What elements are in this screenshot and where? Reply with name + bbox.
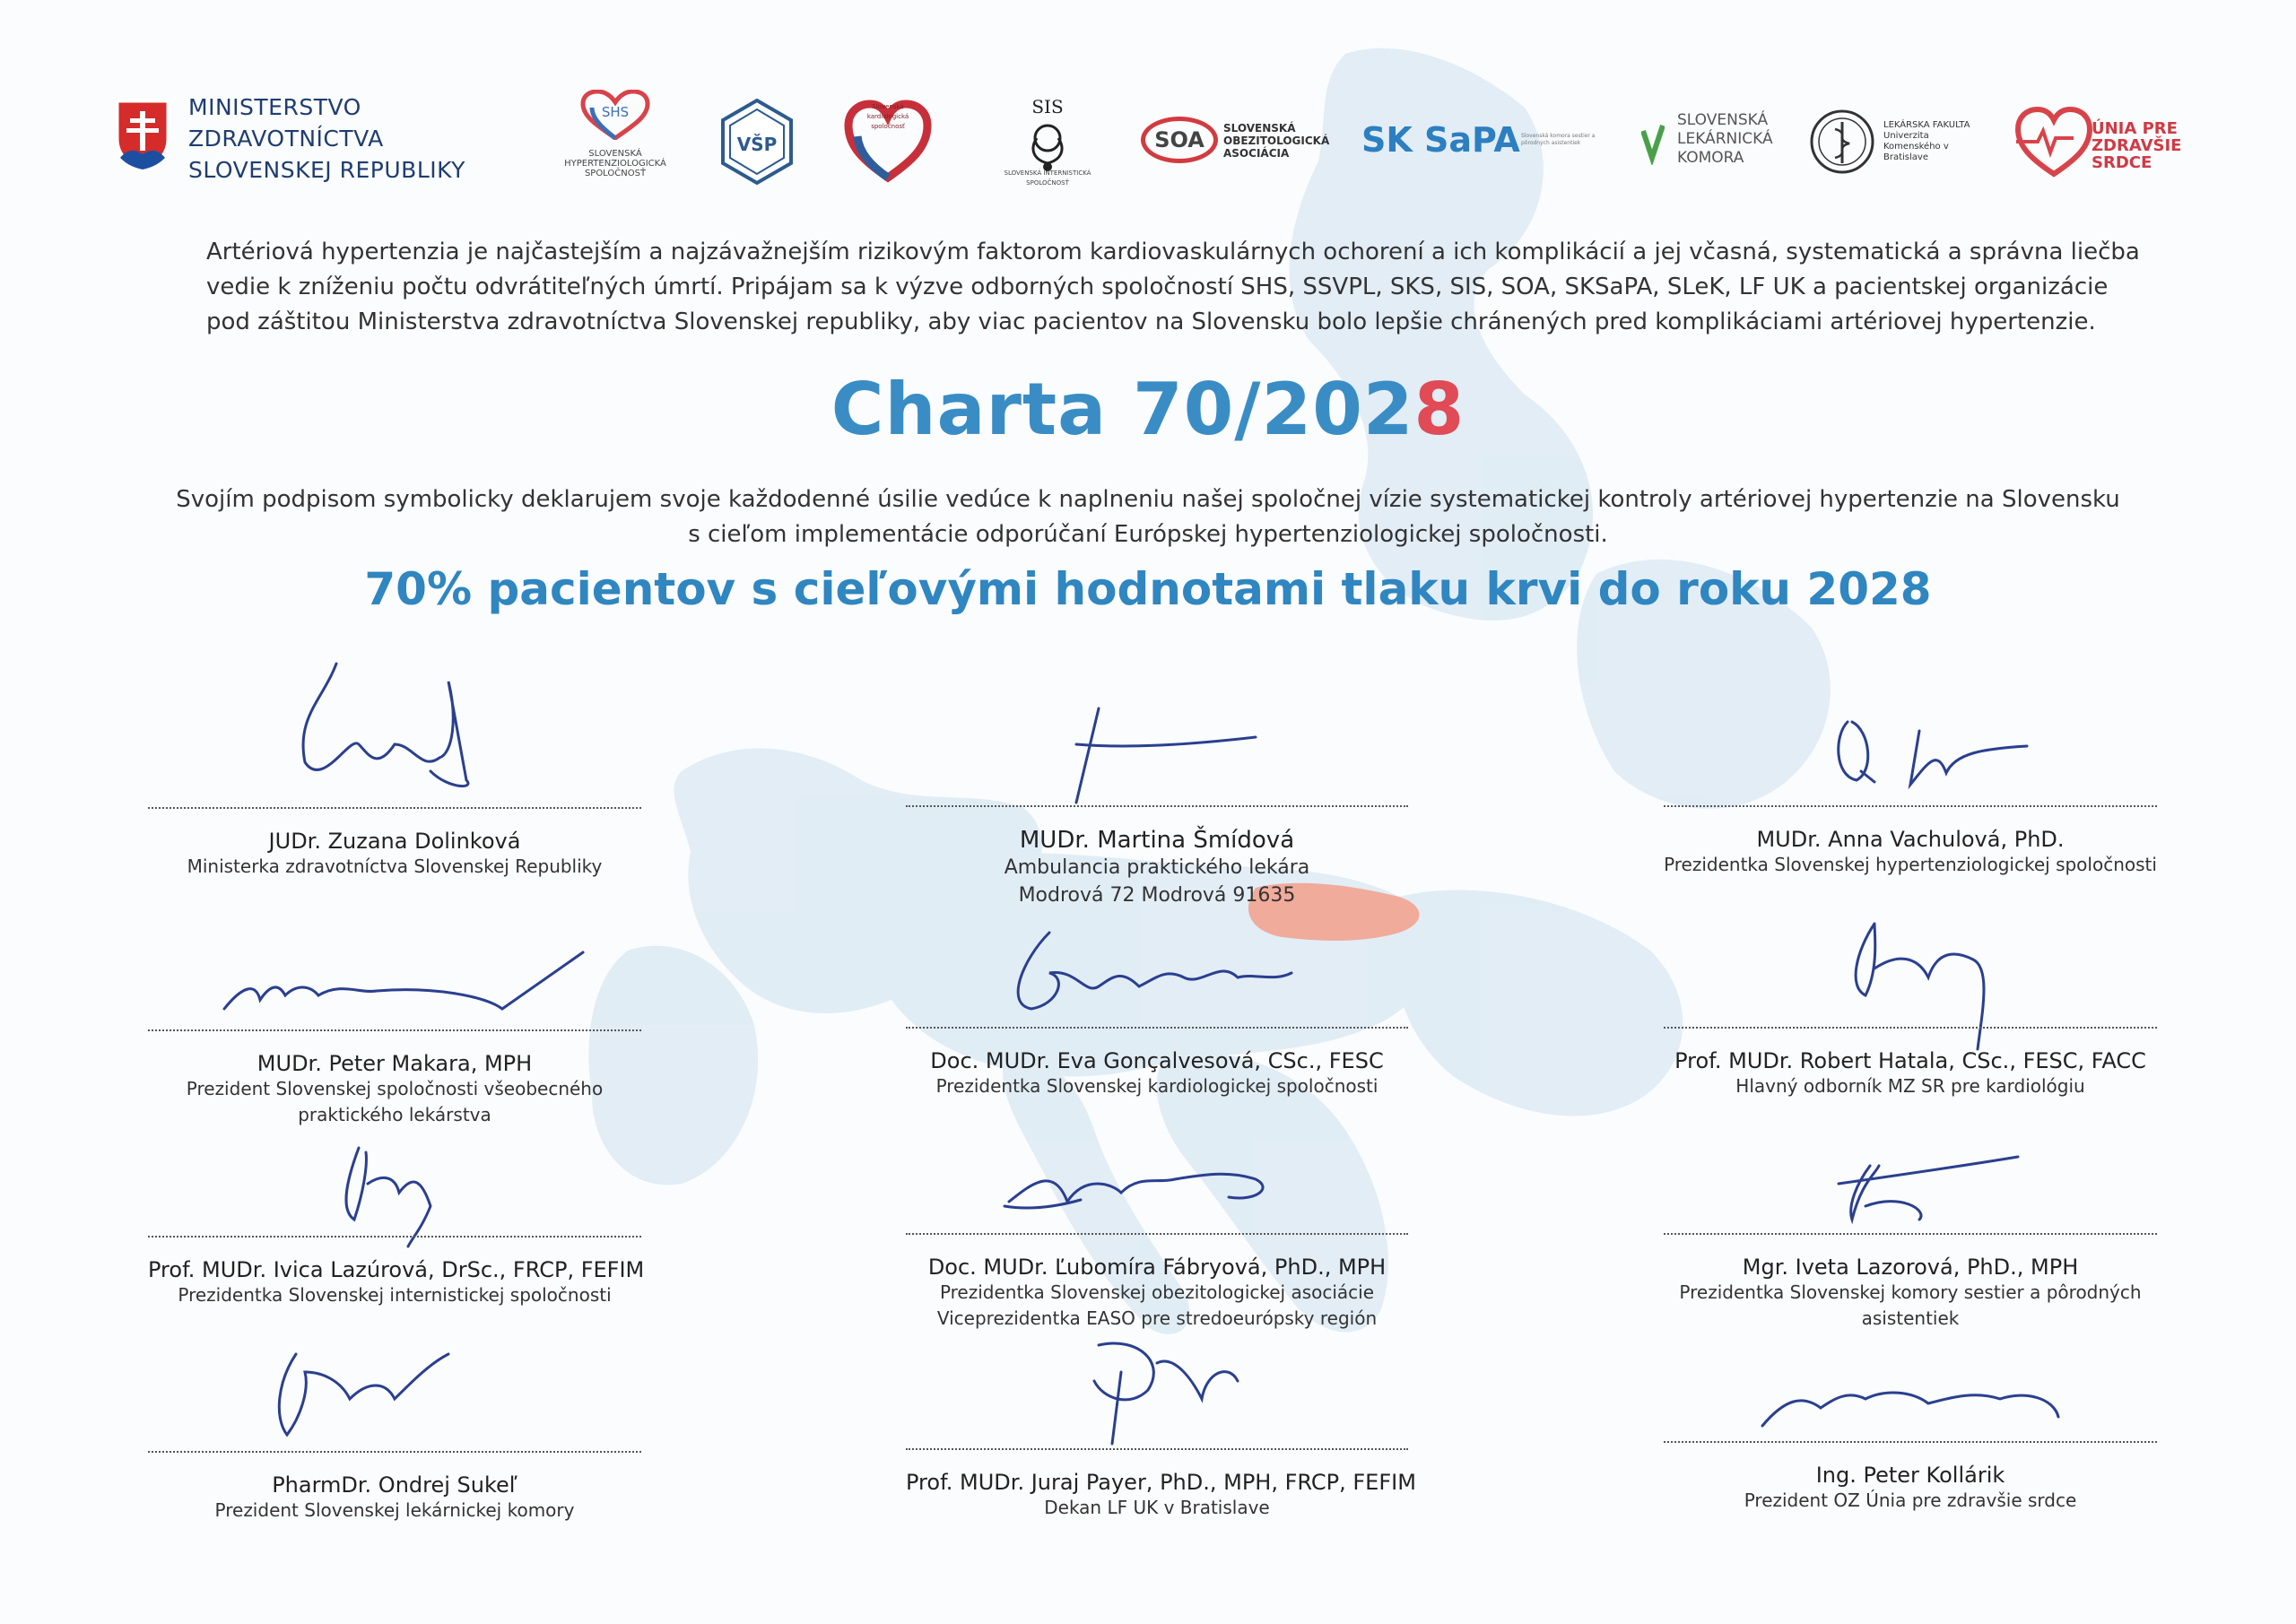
signature-line	[906, 1233, 1408, 1235]
pledge-line: s cieľom implementácie odporúčaní Európskej hypertenziologickej spoločnosti.	[688, 521, 1608, 548]
signatory-role: Prezident Slovenskej lekárnickej komory	[214, 1499, 575, 1521]
charter-title-accent: 8	[1413, 368, 1465, 451]
signatory-role: Viceprezidentka EASO pre stredoeurópsky región	[936, 1307, 1378, 1329]
signature-line	[906, 1448, 1408, 1450]
signatory-block	[906, 1233, 1408, 1332]
signatory-block	[906, 1027, 1408, 1099]
signature-fabryova	[1004, 1174, 1263, 1208]
signatory-block	[148, 1451, 641, 1524]
signatory-role: Prezident OZ Únia pre zdravšie srdce	[1744, 1489, 2077, 1511]
signatory-block	[1664, 805, 2157, 878]
signatory-block	[148, 807, 641, 880]
signatory-role: Prezidentka Slovenskej kardiologickej spoločnosti	[935, 1075, 1378, 1097]
ministry-line: MINISTERSTVO	[188, 94, 361, 120]
sksapa-logo-text: SK SaPA	[1361, 120, 1520, 160]
signatory-role: asistentiek	[1861, 1307, 1960, 1329]
signatory-name: MUDr. Anna Vachulová, PhD.	[1756, 827, 2065, 852]
signatory-role: Prezidentka Slovenskej komory sestier a pôrodných	[1679, 1281, 2142, 1303]
signatory-block	[1664, 1027, 2157, 1099]
signature-vachulova	[1839, 722, 2027, 785]
sksapa-logo-label: Slovenská komora sestier a pôrodných asistentiek	[1521, 133, 1596, 146]
signatory-name: MUDr. Martina Šmídová	[1019, 827, 1295, 854]
ministry-line: SLOVENSKEJ REPUBLIKY	[188, 157, 465, 183]
signatory-role: Modrová 72 Modrová 91635	[1018, 884, 1296, 907]
signatory-block	[1664, 1441, 2157, 1514]
signature-line	[906, 805, 1408, 807]
signatory-block	[906, 1448, 1416, 1521]
intro-line: vedie k zníženiu počtu odvrátiteľných úmrtí. Pripájam sa k výzve odborných spoločností SHS, SSVPL, SKS, SIS, SOA, SKSaPA, SLeK, LF UK a pacientskej organizácie	[206, 274, 2109, 300]
signature-line	[148, 1236, 641, 1238]
signature-lazorova	[1839, 1157, 2018, 1220]
signatory-name: Doc. MUDr. Eva Gonçalvesová, CSc., FESC	[930, 1048, 1384, 1073]
signatory-role: Prezident Slovenskej spoločnosti všeobecného	[186, 1078, 604, 1099]
signatory-block	[1664, 1233, 2157, 1332]
signatory-name: Prof. MUDr. Ivica Lazúrová, DrSc., FRCP, FEFIM	[148, 1257, 645, 1282]
sis-logo-label: SLOVENSKÁ INTERNISTICKÁ SPOLOČNOSŤ	[1004, 169, 1091, 187]
pledge-line: Svojím podpisom symbolicky deklarujem svoje každodenné úsilie vedúce k naplneniu našej spoločnej vízie systematickej kontroly artériovej hypertenzie na Slovensku	[176, 486, 2120, 513]
signatory-role: Dekan LF UK v Bratislave	[1044, 1497, 1270, 1518]
signatory-name: PharmDr. Ondrej Sukeľ	[272, 1472, 517, 1498]
signatory-role: Prezidentka Slovenskej obezitologickej asociácie	[939, 1281, 1375, 1303]
signature-line	[1664, 1441, 2157, 1443]
signatory-name: MUDr. Peter Makara, MPH	[257, 1051, 533, 1076]
signatory-role: Prezidentka Slovenskej internistickej spoločnosti	[178, 1284, 612, 1306]
signatory-role: Ambulancia praktického lekára	[1004, 856, 1310, 879]
intro-line: pod záštitou Ministerstva zdravotníctva Slovenskej republiky, aby viac pacientov na Slovensku bolo lepšie chránených pred komplikáciami artériovej hypertenzie.	[206, 308, 2096, 335]
signature-line	[148, 807, 641, 809]
signature-lazurova	[346, 1148, 430, 1246]
shs-logo-label: SLOVENSKÁ HYPERTENZIOLOGICKÁ SPOLOČNOSŤ	[564, 149, 666, 178]
goal-statement: 70% pacientov s cieľovými hodnotami tlaku krvi do roku 2028	[364, 563, 1932, 615]
signatory-role: Prezidentka Slovenskej hypertenziologickej spoločnosti	[1664, 854, 2157, 875]
signature-line	[906, 1027, 1408, 1029]
signatory-block	[148, 1236, 645, 1308]
signature-kollarik	[1762, 1393, 2058, 1426]
upzs-logo-label: ÚNIA PRE ZDRAVŠIE SRDCE	[2092, 119, 2182, 172]
signatory-role: Ministerka zdravotníctva Slovenskej Republiky	[187, 855, 603, 877]
signatory-block	[906, 805, 1408, 909]
signature-makara	[224, 952, 583, 1009]
signatory-name: Prof. MUDr. Robert Hatala, CSc., FESC, FACC	[1674, 1048, 2146, 1073]
signatory-name: Prof. MUDr. Juraj Payer, PhD., MPH, FRCP, FEFIM	[906, 1470, 1416, 1495]
intro-line: Artériová hypertenzia je najčastejším a najzávažnejším rizikovým faktorom kardiovaskulárnych ochorení a ich komplikácií a jej včasná, systematická a správna liečba	[206, 239, 2140, 265]
svg-text:VŠP: VŠP	[736, 134, 778, 155]
signatory-role: praktického lekárstva	[298, 1104, 491, 1125]
signature-goncalvesova	[1018, 933, 1292, 1009]
sks-logo-label: Slovenská kardiologická spoločnosť	[866, 103, 909, 130]
soa-logo-label: SLOVENSKÁ OBEZITOLOGICKÁ ASOCIÁCIA	[1223, 122, 1330, 160]
signature-line	[148, 1451, 641, 1453]
signature-sukel	[279, 1354, 448, 1435]
lfuk-logo-label: LEKÁRSKA FAKULTA Univerzita Komenského v Bratislave	[1883, 120, 1970, 162]
signatory-name: JUDr. Zuzana Dolinková	[268, 829, 521, 854]
svg-text:SIS: SIS	[1031, 96, 1064, 117]
ministry-line: ZDRAVOTNÍCTVA	[188, 126, 384, 152]
slek-logo-label: SLOVENSKÁ LEKÁRNICKÁ KOMORA	[1677, 111, 1773, 167]
signature-line	[1664, 1027, 2157, 1029]
signature-line	[148, 1029, 641, 1031]
signatory-name: Doc. MUDr. Ľubomíra Fábryová, PhD., MPH	[927, 1255, 1387, 1280]
signatory-block	[148, 1029, 641, 1128]
signatory-name: Ing. Peter Kollárik	[1815, 1463, 2005, 1488]
signature-smidova	[1076, 708, 1256, 803]
signature-line	[1664, 805, 2157, 807]
charter-title-main: Charta 70/202	[831, 368, 1414, 451]
signature-line	[1664, 1233, 2157, 1235]
signatory-role: Hlavný odborník MZ SR pre kardiológiu	[1735, 1075, 2085, 1097]
signatory-name: Mgr. Iveta Lazorová, PhD., MPH	[1742, 1255, 2079, 1280]
signature-dolinkova	[303, 664, 468, 786]
signature-payer	[1094, 1343, 1238, 1444]
soa-oval-icon: SOA	[1141, 117, 1218, 163]
svg-text:SHS: SHS	[601, 104, 630, 120]
